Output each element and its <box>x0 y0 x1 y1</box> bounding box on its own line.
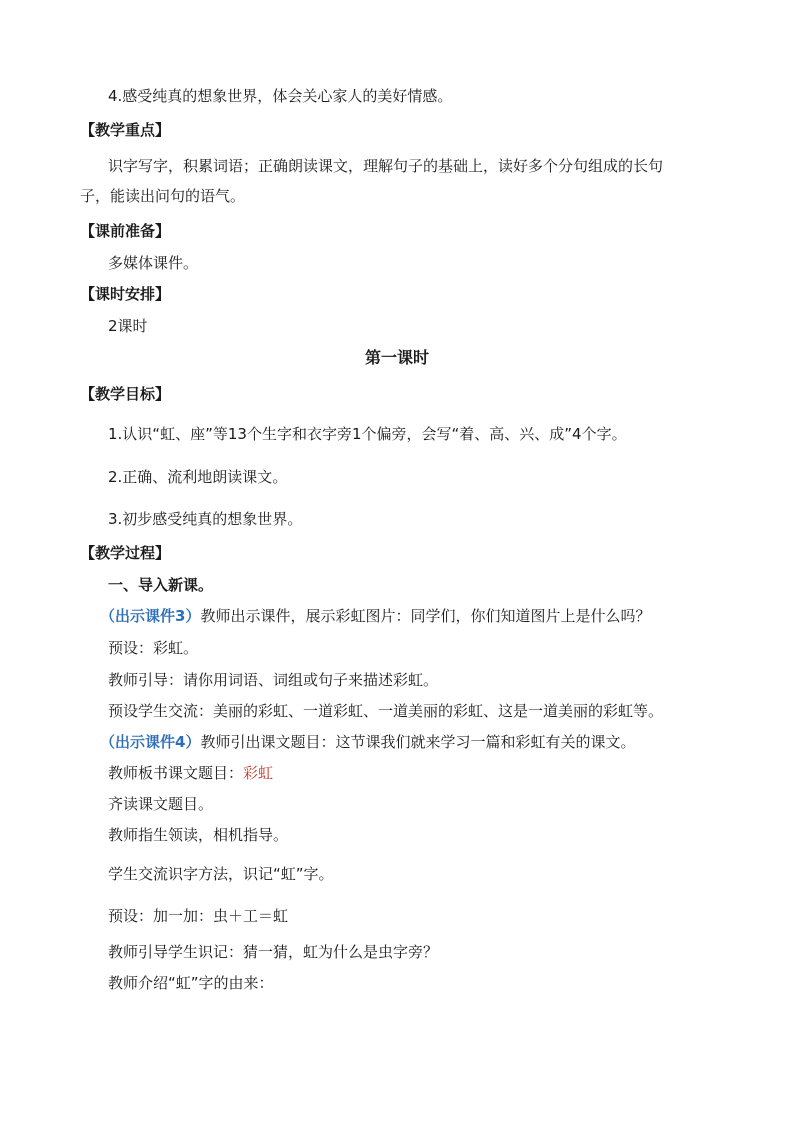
key-points-heading: 【教学重点】 <box>80 121 171 139</box>
preparation-text: 多媒体课件。 <box>108 254 199 272</box>
courseware-3-text: 教师出示课件，展示彩虹图片：同学们，你们知道图片上是什么吗？ <box>200 607 651 625</box>
objective-4: 4.感受纯真的想象世界，体会关心家人的美好情感。 <box>108 87 453 105</box>
schedule-heading: 【课时安排】 <box>80 285 171 303</box>
goal-item-3: 3.初步感受纯真的想象世界。 <box>108 510 303 528</box>
guide-2: 教师引导学生识记：猜一猜，虹为什么是虫字旁？ <box>108 943 439 961</box>
preset-1: 预设：彩虹。 <box>108 639 199 657</box>
goal-item-1: 1.认识“虹、座”等13个生字和衣字旁1个偏旁，会写“着、高、兴、成”4个字。 <box>108 425 627 443</box>
courseware-4-line <box>100 732 635 752</box>
preset-2: 预设学生交流：美丽的彩虹、一道彩虹、一道美丽的彩虹、这是一道美丽的彩虹等。 <box>108 702 664 720</box>
preset-3: 预设：加一加：虫＋工＝虹 <box>108 907 289 925</box>
board-title: 彩虹 <box>243 764 274 782</box>
schedule-text: 2课时 <box>108 317 148 335</box>
read-title: 齐读课文题目。 <box>108 795 214 813</box>
board-prefix: 教师板书课文题目： <box>108 764 244 782</box>
courseware-3-tag: （出示课件3） <box>100 607 201 625</box>
courseware-3-line <box>100 606 650 626</box>
section-1-title: 一、导入新课。 <box>108 576 214 594</box>
key-points-line-2: 子，能读出问句的语气。 <box>80 187 246 205</box>
guide-1: 教师引导：请你用词语、词组或句子来描述彩虹。 <box>108 671 439 689</box>
process-heading: 【教学过程】 <box>80 544 171 562</box>
lesson-title: 第一课时 <box>364 348 429 367</box>
courseware-4-tag: （出示课件4） <box>100 733 201 751</box>
board-line <box>108 763 273 783</box>
courseware-4-text: 教师引出课文题目：这节课我们就来学习一篇和彩虹有关的课文。 <box>200 733 636 751</box>
goal-item-2: 2.正确、流利地朗读课文。 <box>108 468 288 486</box>
key-points-line-1: 识字写字，积累词语；正确朗读课文，理解句子的基础上，读好多个分句组成的长句 <box>108 157 664 175</box>
lead-read: 教师指生领读，相机指导。 <box>108 826 289 844</box>
preparation-heading: 【课前准备】 <box>80 222 171 240</box>
method: 学生交流识字方法，识记“虹”字。 <box>108 865 334 883</box>
goals-heading: 【教学目标】 <box>80 385 171 403</box>
intro: 教师介绍“虹”字的由来： <box>108 974 274 992</box>
